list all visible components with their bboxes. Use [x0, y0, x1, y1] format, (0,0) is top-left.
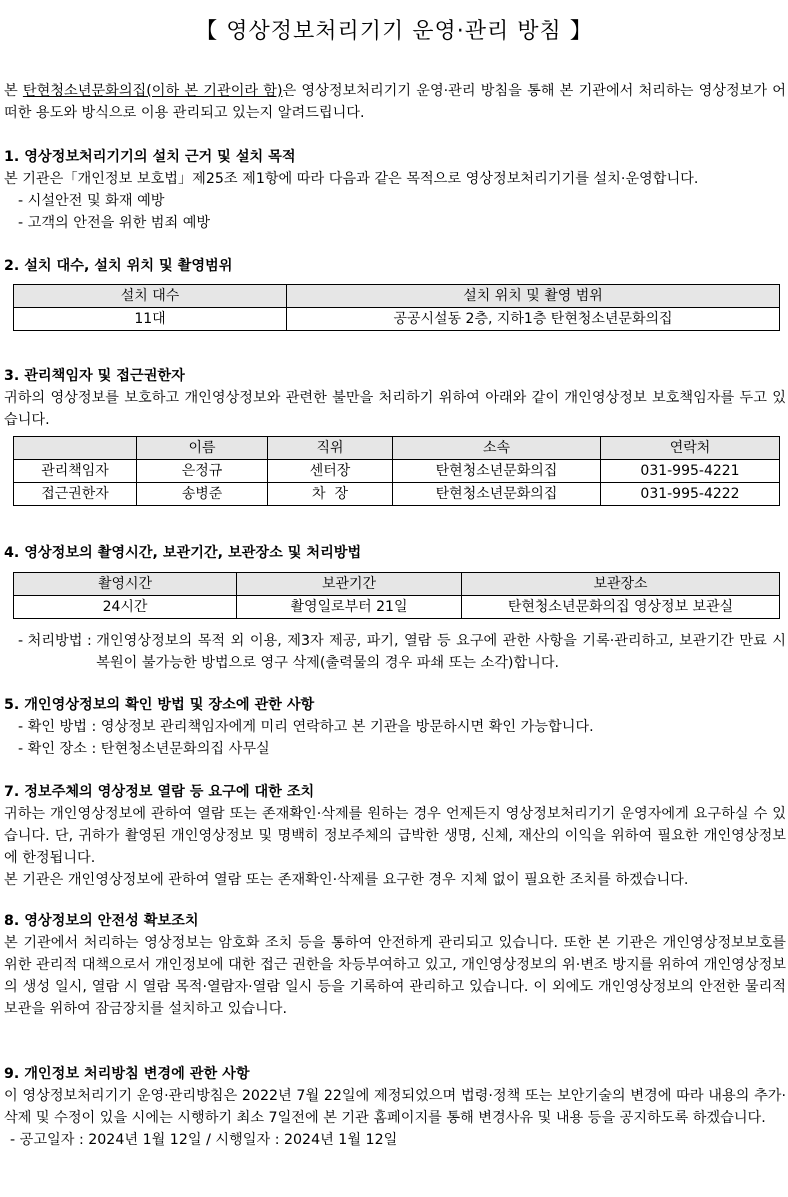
- processing-method: [4, 630, 786, 674]
- processing-method-label: - 처리방법 :: [18, 633, 97, 649]
- table-header-cell: 소속: [393, 437, 601, 460]
- table-cell: 탄현청소년문화의집: [393, 460, 601, 483]
- section-1-text: 본 기관은「개인정보 보호법」제25조 제1항에 따라 다음과 같은 목적으로 영상정보처리기기를 설치·운영합니다.: [4, 171, 699, 187]
- intro-prefix: 본: [4, 83, 23, 99]
- section-2-heading: 2. 설치 대수, 설치 위치 및 촬영범위: [4, 258, 233, 274]
- manager-table: [13, 436, 780, 506]
- table-header-cell: 보관장소: [462, 573, 780, 596]
- section-3-text: 귀하의 영상정보를 보호하고 개인영상정보와 관련한 불만을 처리하기 위하여 아래와 같이 개인영상정보 보호책임자를 두고 있습니다.: [4, 390, 786, 428]
- table-cell: 차 장: [268, 483, 393, 506]
- table-cell: 24시간: [14, 596, 237, 619]
- table-header-row: [14, 285, 780, 308]
- table-row: [14, 483, 780, 506]
- table-cell: 관리책임자: [14, 460, 137, 483]
- table-cell: 031-995-4222: [601, 483, 780, 506]
- table-cell: 촬영일로부터 21일: [237, 596, 462, 619]
- table-cell: 공공시설동 2층, 지하1층 탄현청소년문화의집: [287, 308, 780, 331]
- section-5-item: - 확인 장소 : 탄현청소년문화의집 사무실: [18, 741, 270, 757]
- table-header-cell: 직위: [268, 437, 393, 460]
- section-5-item: - 확인 방법 : 영상정보 관리책임자에게 미리 연락하고 본 기관을 방문하시면 확인 가능합니다.: [18, 719, 594, 735]
- document-title: 【 영상정보처리기기 운영·관리 방침 】: [195, 19, 593, 44]
- section-4: [4, 542, 786, 564]
- table-row: [14, 308, 780, 331]
- section-5-heading: 5. 개인영상정보의 확인 방법 및 장소에 관한 사항: [4, 697, 315, 713]
- table-header-cell: [14, 437, 137, 460]
- section-1: [4, 146, 786, 234]
- section-1-item: - 시설안전 및 화재 예방: [18, 193, 165, 209]
- retention-table: [13, 572, 780, 619]
- section-8-text: 본 기관에서 처리하는 영상정보는 암호화 조치 등을 통하여 안전하게 관리되고 있습니다. 또한 본 기관은 개인영상정보보호를 위한 관리적 대책으로서 개인정보에 대한 접근 권한을 차등부여하고 있고, 개인영상정보의 위·변조 방지를 위하여 개인영상정보의 생성 일시, 열람 시 열람 목적·열람자·열람 일시 등을 기록하여 관리하고 있습니다. 이 외에도 개인영상정보의 안전한 물리적 보관을 위하여 잠금장치를 설치하고 있습니다.: [4, 935, 786, 1017]
- table-cell: 031-995-4221: [601, 460, 780, 483]
- table-cell: 은정규: [137, 460, 268, 483]
- table-header-cell: 보관기간: [237, 573, 462, 596]
- intro-rest: 은 영상정보처리기기 운영·관리 방침을 통해 본 기관에서 처리하는 영상정보가 어떠한 용도와 방식으로 이용 관리되고 있는지 알려드립니다.: [4, 83, 787, 121]
- section-7-text: 귀하는 개인영상정보에 관하여 열람 또는 존재확인·삭제를 원하는 경우 언제든지 영상정보처리기기 운영자에게 요구하실 수 있습니다. 단, 귀하가 촬영된 개인영상정보 및 명백히 정보주체의 급박한 생명, 신체, 재산의 이익을 위하여 필요한 개인영상정보에 한정됩니다.: [4, 806, 786, 866]
- table-row: [14, 596, 780, 619]
- intro-org: 탄현청소년문화의집(이하 본 기관이라 함): [22, 83, 283, 99]
- section-1-item: - 고객의 안전을 위한 범죄 예방: [18, 215, 211, 231]
- table-header-cell: 설치 위치 및 촬영 범위: [287, 285, 780, 308]
- section-9-text: 이 영상정보처리기기 운영·관리방침은 2022년 7월 22일에 제정되었으며 법령·정책 또는 보안기술의 변경에 따라 내용의 추가·삭제 및 수정이 있을 시에는 시행하기 최소 7일전에 본 기관 홈페이지를 통해 변경사유 및 내용 등을 공지하도록 하겠습니다.: [4, 1088, 786, 1126]
- table-cell: 접근권한자: [14, 483, 137, 506]
- section-7: [4, 781, 786, 891]
- table-header-row: [14, 573, 780, 596]
- section-8: [4, 910, 786, 1020]
- intro-paragraph: [4, 80, 786, 124]
- table-header-cell: 이름: [137, 437, 268, 460]
- table-cell: 11대: [14, 308, 287, 331]
- table-cell: 송병준: [137, 483, 268, 506]
- section-3-heading: 3. 관리책임자 및 접근권한자: [4, 368, 185, 384]
- section-1-heading: 1. 영상정보처리기기의 설치 근거 및 설치 목적: [4, 149, 296, 165]
- section-3: [4, 365, 786, 431]
- table-cell: 탄현청소년문화의집: [393, 483, 601, 506]
- processing-method-text: 개인영상정보의 목적 외 이용, 제3자 제공, 파기, 열람 등 요구에 관한 사항을 기록·관리하고, 보관기간 만료 시 복원이 불가능한 방법으로 영구 삭제(출력물의 경우 파쇄 또는 소각)합니다.: [96, 633, 786, 671]
- table-header-cell: 설치 대수: [14, 285, 287, 308]
- install-table: [13, 284, 780, 331]
- section-9-heading: 9. 개인정보 처리방침 변경에 관한 사항: [4, 1066, 250, 1082]
- section-7-heading: 7. 정보주체의 영상정보 열람 등 요구에 대한 조치: [4, 784, 315, 800]
- table-header-cell: 촬영시간: [14, 573, 237, 596]
- table-header-cell: 연락처: [601, 437, 780, 460]
- section-2: [4, 255, 786, 277]
- table-header-row: [14, 437, 780, 460]
- section-4-heading: 4. 영상정보의 촬영시간, 보관기간, 보관장소 및 처리방법: [4, 545, 362, 561]
- table-cell: 센터장: [268, 460, 393, 483]
- notice-dates: - 공고일자 : 2024년 1월 12일 / 시행일자 : 2024년 1월 12일: [10, 1132, 398, 1148]
- section-8-heading: 8. 영상정보의 안전성 확보조치: [4, 913, 199, 929]
- section-5: [4, 694, 786, 760]
- table-row: [14, 460, 780, 483]
- section-7-text: 본 기관은 개인영상정보에 관하여 열람 또는 존재확인·삭제를 요구한 경우 지체 없이 필요한 조치를 하겠습니다.: [4, 872, 689, 888]
- table-cell: 탄현청소년문화의집 영상정보 보관실: [462, 596, 780, 619]
- section-9: [4, 1063, 786, 1151]
